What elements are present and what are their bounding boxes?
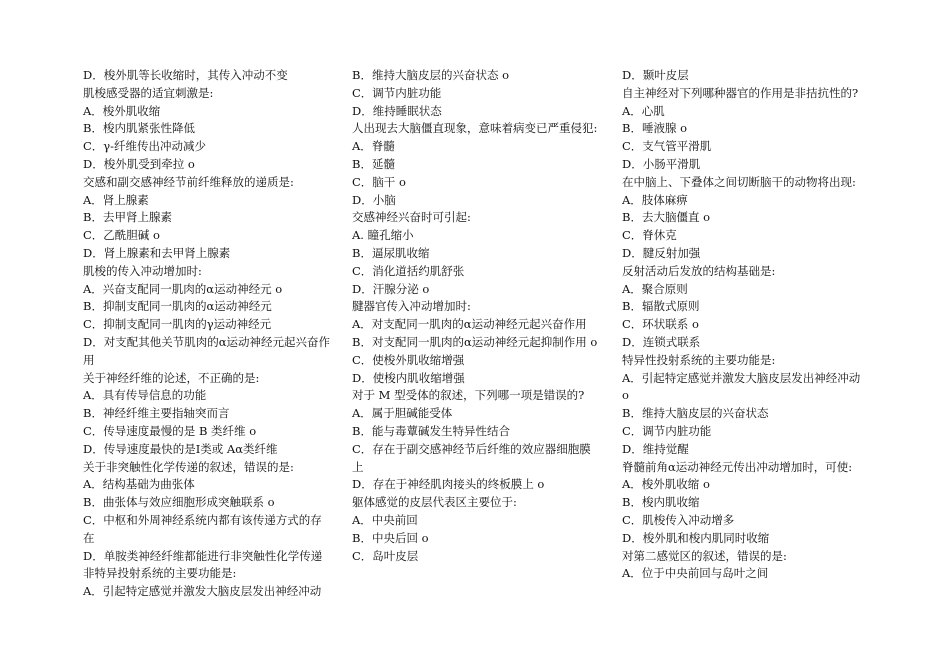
option-line: D．梭外肌和梭内肌同时收缩 — [622, 530, 770, 545]
question-stem: 反射活动后发放的结构基础是: — [622, 263, 776, 278]
column-3 — [622, 67, 870, 583]
option-line: C．乙酰胆碱 o — [83, 228, 160, 243]
question-stem: 对于 M 型受体的叙述，下列哪一项是错误的? — [352, 388, 585, 403]
option-line: D．汗腺分泌 o — [352, 281, 430, 296]
option-line: C．脊休克 — [622, 228, 677, 243]
option-line: D．小脑 — [352, 192, 396, 207]
question-stem: 肌梭的传入冲动增加时: — [83, 263, 202, 278]
option-line: C．γ-纤维传出冲动减少 — [83, 139, 207, 154]
option-line: A．对支配同一肌肉的α运动神经元起兴奋作用 — [352, 317, 587, 332]
option-line: B．去大脑僵直 o — [622, 210, 711, 225]
option-line: A．结构基础为曲张体 — [83, 477, 195, 492]
option-line: D．存在于神经肌肉接头的终板膜上 o — [352, 477, 545, 492]
option-line: C．中枢和外周神经系统内都有该传递方式的存在 — [83, 512, 322, 545]
question-stem: 脊髓前角α运动神经元传出冲动增加时，可使: — [622, 459, 853, 474]
option-line: B．维持大脑皮层的兴奋状态 o — [352, 68, 510, 82]
option-line: A. 瞳孔缩小 — [352, 228, 414, 243]
text-line: D．梭外肌等长收缩时，其传入冲动不变 — [83, 68, 288, 82]
option-line: B．唾液腺 o — [622, 121, 688, 136]
question-stem: 特异性投射系统的主要功能是: — [622, 352, 776, 367]
question-stem: 交感神经兴奋时可引起: — [352, 210, 471, 225]
option-line: D．维持睡眠状态 — [352, 103, 442, 118]
option-line: A．中央前回 — [352, 512, 418, 527]
question-stem: 躯体感觉的皮层代表区主要位于: — [352, 495, 517, 510]
question-stem: 关于非突触性化学传递的叙述，错误的是: — [83, 459, 294, 474]
column-1 — [83, 67, 331, 601]
option-line: C．环状联系 o — [622, 317, 699, 332]
column-2 — [352, 67, 600, 565]
option-line: B．能与毒蕈碱发生特异性结合 — [352, 423, 510, 438]
option-line: B．逼尿肌收缩 — [352, 245, 430, 260]
option-line: A．位于中央前回与岛叶之间 — [622, 566, 769, 581]
option-line: A．引起特定感觉并激发大脑皮层发出神经冲动 — [83, 584, 322, 599]
option-line: B．辐散式原则 — [622, 299, 700, 314]
option-line: C．抑制支配同一肌肉的γ运动神经元 — [83, 317, 272, 332]
option-line: A．肢体麻痹 — [622, 192, 688, 207]
question-stem: 腱器官传入冲动增加时: — [352, 299, 471, 314]
question-stem: 人出现去大脑僵直现象，意味着病变已严重侵犯: — [352, 121, 598, 136]
option-line: D．颞叶皮层 — [622, 68, 689, 82]
option-line: C．消化道括约肌舒张 — [352, 263, 465, 278]
option-line: C．肌梭传入冲动增多 — [622, 512, 735, 527]
question-stem: 非特异投射系统的主要功能是: — [83, 566, 237, 581]
option-line: C．使梭外肌收缩增强 — [352, 352, 465, 367]
option-line: D．使梭内肌收缩增强 — [352, 370, 465, 385]
option-line: A．肾上腺素 — [83, 192, 149, 207]
option-line: D．小肠平滑肌 — [622, 156, 701, 171]
option-line: B．梭内肌紧张性降低 — [83, 121, 195, 136]
option-line: B．抑制支配同一肌肉的α运动神经元 — [83, 299, 272, 314]
option-line: C．调节内脏功能 — [352, 85, 442, 100]
option-line: C．传导速度最慢的是 B 类纤维 o — [83, 423, 257, 438]
option-line: A．聚合原则 — [622, 281, 688, 296]
question-stem: 关于神经纤维的论述，不正确的是: — [83, 370, 260, 385]
option-line: B．维持大脑皮层的兴奋状态 — [622, 406, 769, 421]
option-line: A．心肌 — [622, 103, 665, 118]
option-line: B．延髓 — [352, 156, 395, 171]
option-line: B．对支配同一肌肉的α运动神经元起抑制作用 o — [352, 334, 598, 349]
option-line: D．维持觉醒 — [622, 441, 689, 456]
option-line: B．神经纤维主要指轴突而言 — [83, 406, 230, 421]
option-line: A．梭外肌收缩 — [83, 103, 161, 118]
option-line: A．梭外肌收缩 o — [622, 477, 710, 492]
question-stem: 交感和副交感神经节前纤维释放的递质是: — [83, 174, 294, 189]
option-line: D．单胺类神经纤维都能进行非突触性化学传递 — [83, 548, 323, 563]
question-stem: 对第二感觉区的叙述，错误的是: — [622, 548, 787, 563]
question-stem: 自主神经对下列哪种器官的作用是非拮抗性的? — [622, 85, 859, 100]
option-line: C．调节内脏功能 — [622, 423, 712, 438]
option-line: C．存在于副交感神经节后纤维的效应器细胞膜上 — [352, 441, 591, 474]
option-line: A．具有传导信息的功能 — [83, 388, 207, 403]
option-line: C．脑干 o — [352, 174, 406, 189]
option-line: C．支气管平滑肌 — [622, 139, 712, 154]
option-line: A．引起特定感觉并激发大脑皮层发出神经冲动 o — [622, 370, 861, 403]
option-line: B．中央后回 o — [352, 530, 429, 545]
option-line: A．兴奋支配同一肌肉的α运动神经元 o — [83, 281, 283, 296]
question-stem: 在中脑上、下叠体之间切断脑干的动物将出现: — [622, 174, 856, 189]
option-line: B．曲张体与效应细胞形成突触联系 o — [83, 495, 275, 510]
option-line: B．去甲肾上腺素 — [83, 210, 172, 225]
option-line: D．肾上腺素和去甲肾上腺素 — [83, 245, 231, 260]
question-stem: 肌梭感受器的适宜刺激是: — [83, 85, 214, 100]
option-line: D．梭外肌受到牵拉 o — [83, 156, 195, 171]
option-line: A．脊髓 — [352, 139, 395, 154]
option-line: D．腱反射加强 — [622, 245, 701, 260]
option-line: B．梭内肌收缩 — [622, 495, 700, 510]
option-line: D．传导速度最快的是Ⅰ类或 Aα类纤维 — [83, 441, 278, 456]
option-line: A．属于胆碱能受体 — [352, 406, 453, 421]
option-line: C．岛叶皮层 — [352, 548, 419, 563]
option-line: D．连锁式联系 — [622, 334, 701, 349]
option-line: D．对支配其他关节肌肉的α运动神经元起兴奋作用 — [83, 334, 330, 367]
